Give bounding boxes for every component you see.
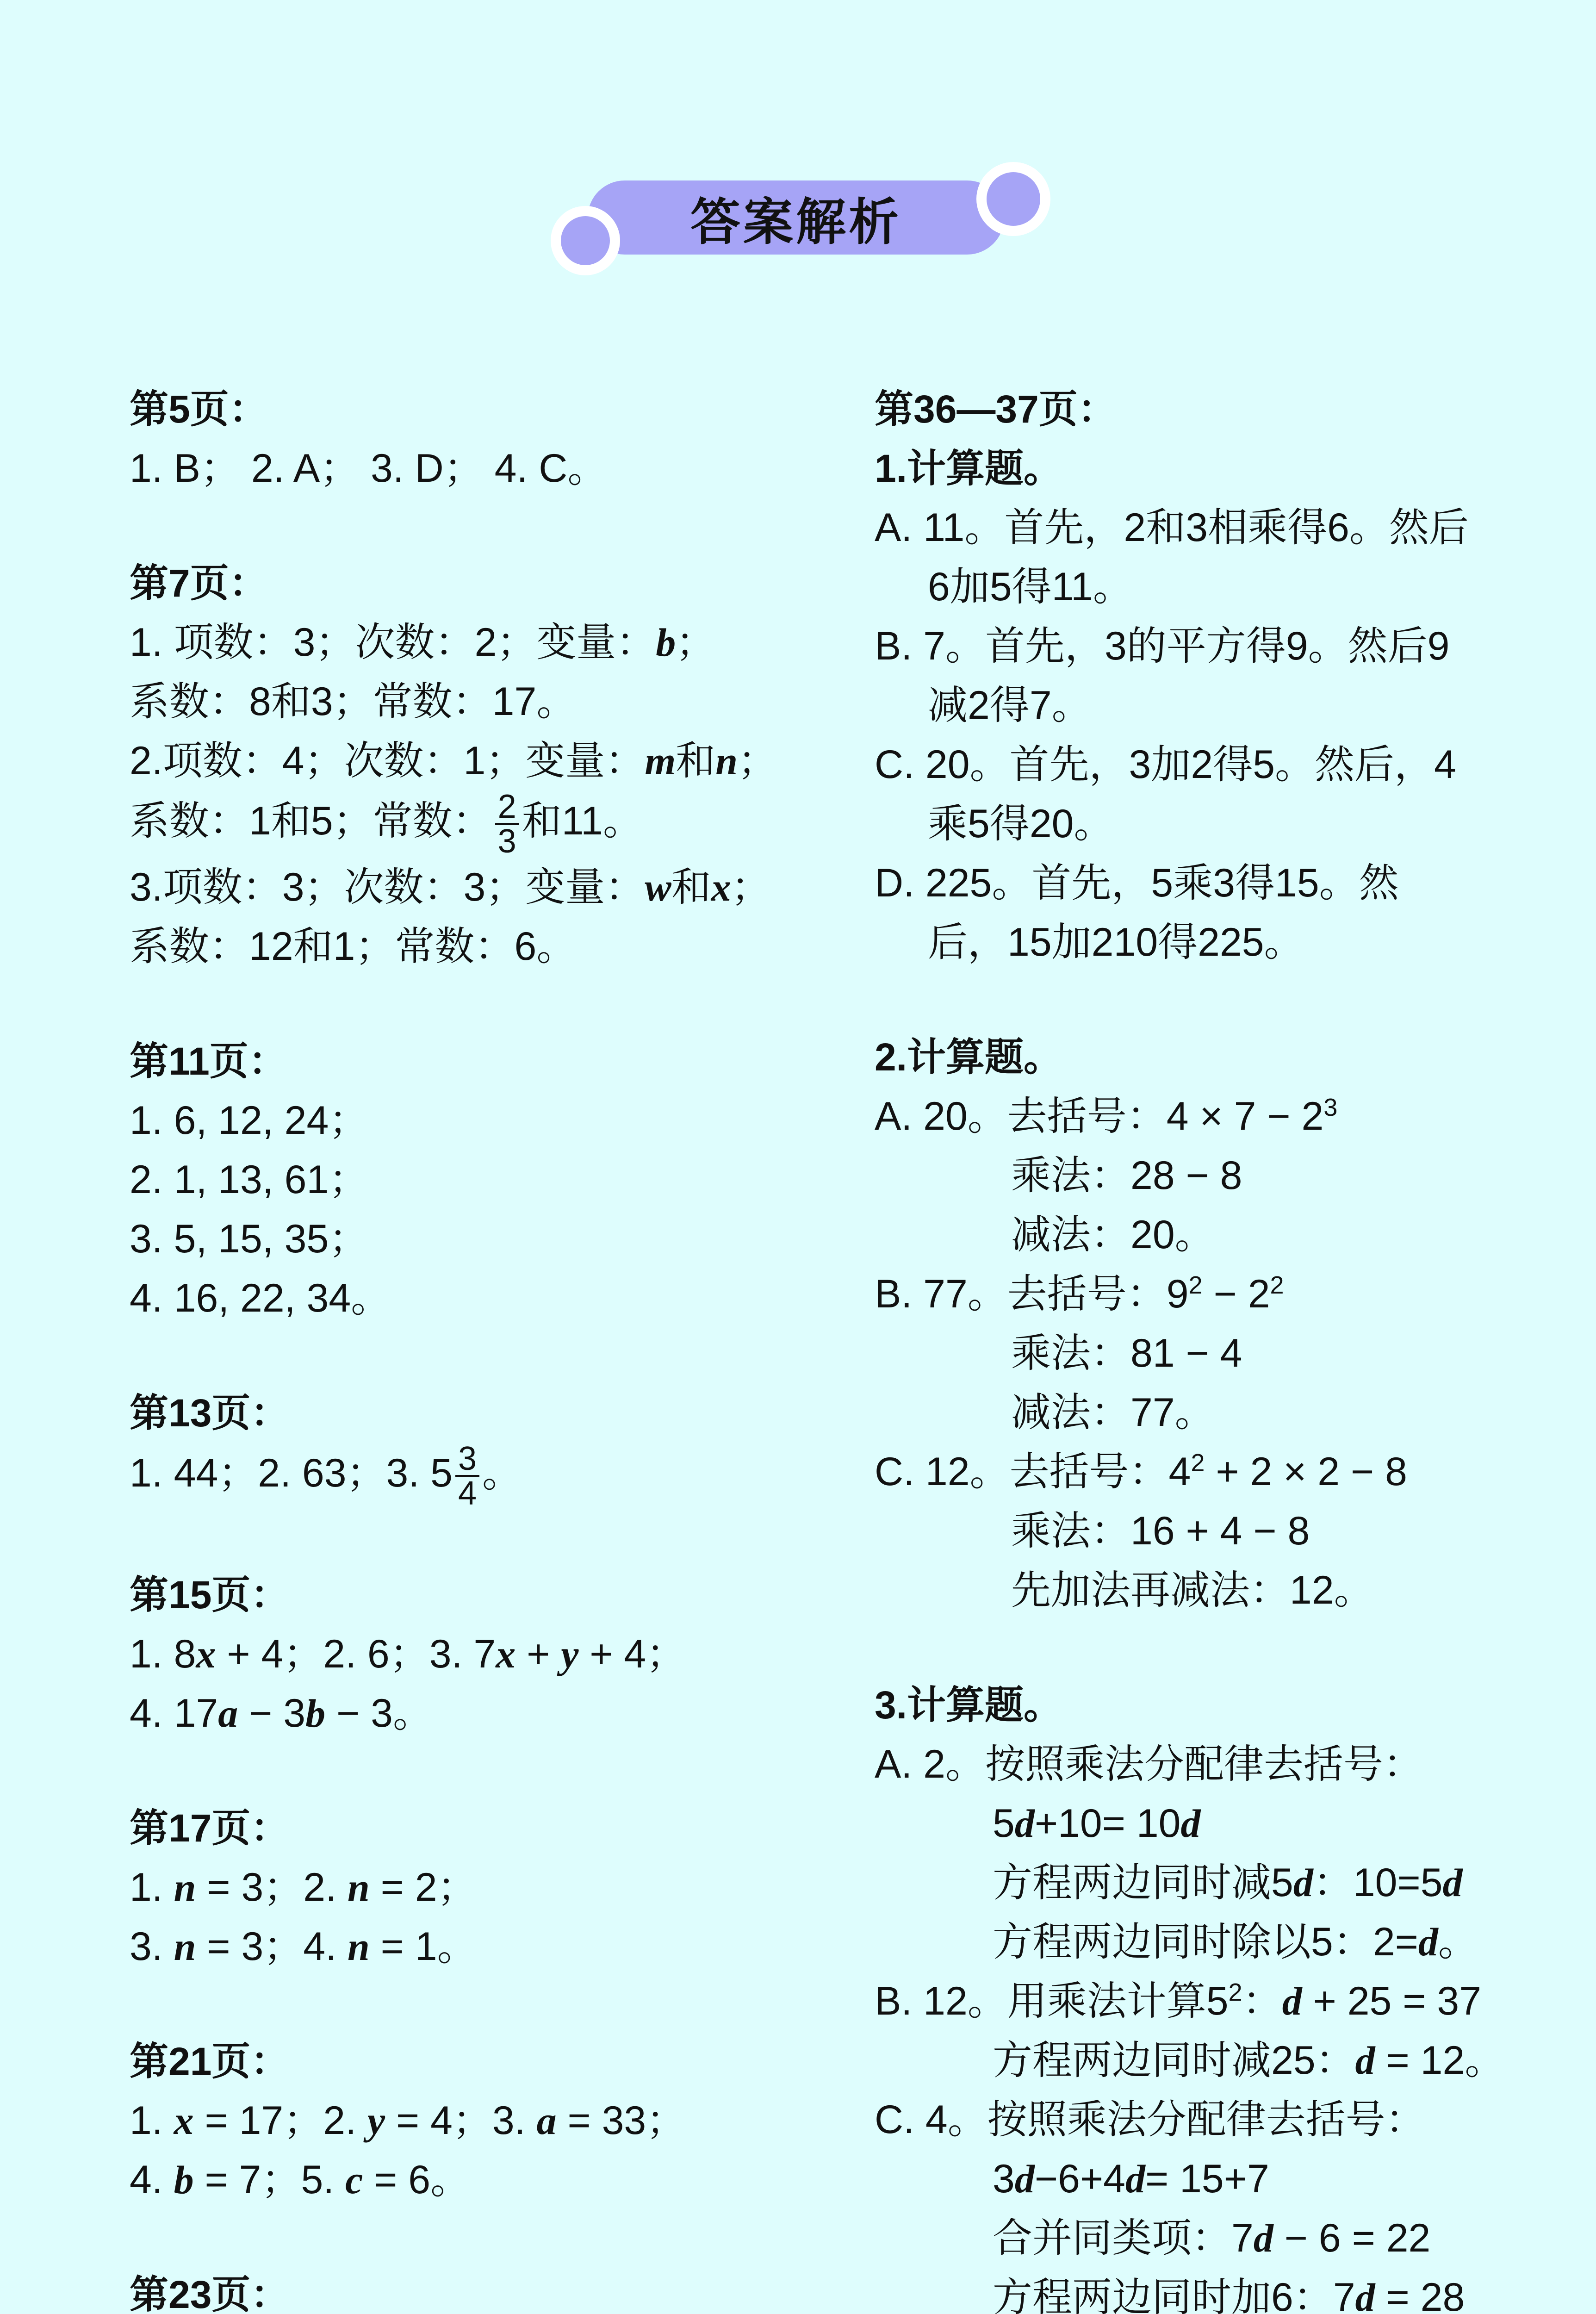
section-heading: 第15页： [130, 1573, 290, 1617]
answer-line: 1. n = 3；2. n = 2； [130, 1865, 477, 1910]
answer-line: 系数：12和1；常数：6。 [130, 924, 577, 969]
fraction: $\frac{3}{4}$ [455, 1443, 479, 1510]
section-calc-3 [875, 1675, 1522, 2314]
section-page-7 [130, 554, 824, 976]
answer-line: 乘法：28 − 8 [1011, 1153, 1242, 1198]
answer-line: 4. b = 7；5. c = 6。 [130, 2158, 471, 2202]
answer-line: 3d−6+4d= 15+7 [993, 2157, 1269, 2201]
answer-line: 1. x = 17；2. y = 4；3. a = 33； [130, 2098, 686, 2143]
answer-line: 系数：8和3；常数：17。 [130, 679, 577, 724]
answer-line: 1. 44；2. 63；3. 5 $\frac{3}{4}$ 。 [130, 1440, 522, 1512]
section-heading: 第23页： [130, 2273, 290, 2314]
question-heading: 3.计算题。 [875, 1683, 1063, 1727]
page-title: 答案解析 [690, 193, 901, 250]
title-banner [551, 162, 1055, 282]
section-calc-1 [875, 439, 1522, 972]
answer-line: A. 2。按照乘法分配律去括号： [875, 1742, 1423, 1786]
answer-line: C. 4。按照乘法分配律去括号： [875, 2097, 1425, 2142]
decor-circle-right [976, 162, 1050, 236]
answer-line: 合并同类项：7d − 6 = 22 [993, 2216, 1431, 2260]
section-heading: 第21页： [130, 2040, 290, 2083]
answer-line: 4. 16, 22, 34。 [130, 1276, 391, 1320]
answer-line: 3. 5, 15, 35； [130, 1217, 369, 1261]
section-page-5 [130, 379, 824, 498]
section-heading: 第11页： [130, 1039, 287, 1083]
fraction: $\frac{2}{3}$ [495, 790, 519, 858]
answer-line: 1. 8x + 4；2. 6；3. 7x + y + 4； [130, 1632, 686, 1676]
answer-line: 乘5得20。 [928, 802, 1114, 846]
answer-line: 5d+10= 10d [993, 1801, 1201, 1846]
section-page-15 [130, 1565, 824, 1743]
answer-line: 减2得7。 [928, 683, 1092, 728]
answer-line: 6加5得11。 [928, 565, 1133, 609]
answer-line: 减法：20。 [1011, 1213, 1215, 1257]
section-page-21 [130, 2032, 824, 2209]
answer-line: 后，15加210得225。 [928, 920, 1304, 964]
title-pill [588, 180, 1004, 255]
section-heading: 第13页： [130, 1391, 290, 1435]
section-heading: 第17页： [130, 1806, 290, 1850]
section-heading: 第5页： [130, 387, 268, 431]
answer-line: 3.项数：3；次数：3；变量：w和x； [130, 865, 771, 909]
answer-line: 乘法：81 − 4 [1011, 1331, 1242, 1375]
answer-line: 4. 17a − 3b − 3。 [130, 1691, 433, 1736]
answer-line: 1. 6, 12, 24； [130, 1098, 369, 1143]
question-heading: 1.计算题。 [875, 447, 1063, 490]
answer-line: B. 77。去括号：$9^2 - 2^2$ [875, 1271, 1284, 1316]
answer-line: 先加法再减法：12。 [1011, 1568, 1374, 1612]
answer-line: C. 20。首先，3加2得5。然后，4 [875, 742, 1456, 787]
section-page-17 [130, 1798, 824, 1976]
answer-line: 系数：1和5；常数： $\frac{2}{3}$ 和11。 [130, 788, 643, 860]
section-page-11 [130, 1032, 824, 1328]
answer-line: 乘法：16 + 4 − 8 [1011, 1509, 1310, 1553]
answer-line: C. 12。去括号：$4^2 + 2 \times 2 - 8$ [875, 1449, 1407, 1494]
answer-line: A. 11。首先，2和3相乘得6。然后 [875, 505, 1469, 550]
question-heading: 2.计算题。 [875, 1035, 1063, 1079]
answer-line: 方程两边同时减5d：10=5d [993, 1860, 1463, 1905]
answer-line: D. 225。首先，5乘3得15。然 [875, 861, 1399, 905]
decor-circle-left [551, 206, 620, 275]
answer-line: 2. 1, 13, 61； [130, 1157, 369, 1202]
answer-line: B. 12。用乘法计算$5^2$：d + 25 = 37 [875, 1978, 1482, 2023]
section-heading: 第7页： [130, 561, 268, 605]
left-column [130, 379, 824, 2314]
answer-line: 方程两边同时除以5：2=d。 [993, 1920, 1478, 1964]
right-column [875, 379, 1522, 2314]
answer-line: 减法：77。 [1011, 1390, 1215, 1435]
section-calc-2 [875, 1027, 1522, 1620]
answer-line: 1. 项数：3；次数：2；变量：b； [130, 620, 716, 665]
answer-line: 2.项数：4；次数：1；变量：m和n； [130, 739, 778, 783]
answer-line: B. 7。首先，3的平方得9。然后9 [875, 624, 1450, 668]
section-heading: 第36—37页： [875, 387, 1117, 431]
answer-line: A. 20。去括号：$4 \times 7 - 2^3$ [875, 1094, 1338, 1138]
answer-line: 方程两边同时加6：7d = 28 [993, 2275, 1465, 2314]
answer-line: 3. n = 3；4. n = 1。 [130, 1924, 477, 1969]
answer-line: 1. B； 2. A； 3. D； 4. C。 [130, 446, 608, 491]
section-page-13 [130, 1383, 824, 1510]
answer-line: 方程两边同时减25：d = 12。 [993, 2038, 1505, 2083]
section-page-23 [130, 2265, 824, 2314]
